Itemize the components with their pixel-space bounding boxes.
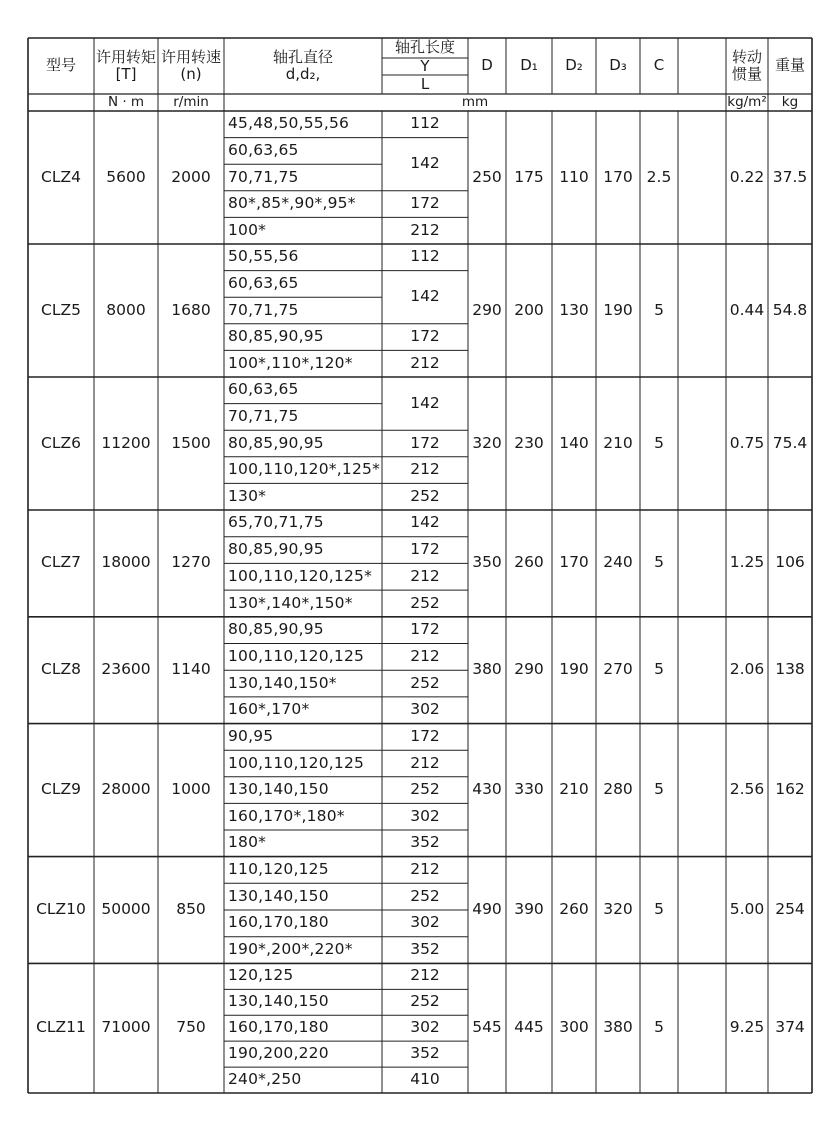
dim-D: 490 <box>472 900 502 919</box>
header-model: 型号 <box>45 56 76 75</box>
dim-C: 2.5 <box>646 167 672 186</box>
bore-diameters: 190*,200*,220* <box>228 940 353 959</box>
dim-D: 320 <box>472 433 502 452</box>
dim-D2: 130 <box>559 300 589 319</box>
rated-speed: 1500 <box>171 433 211 452</box>
model-name: CLZ5 <box>41 300 81 319</box>
rated-speed: 1000 <box>171 780 211 799</box>
bore-length: 252 <box>410 673 440 692</box>
bore-length: 172 <box>410 327 440 346</box>
unit-torque: N · m <box>107 93 145 110</box>
dim-D: 350 <box>472 553 502 572</box>
bore-diameters: 100,110,120*,125* <box>228 460 381 479</box>
bore-diameters: 90,95 <box>228 726 274 745</box>
moment-of-inertia: 2.56 <box>729 780 765 799</box>
header-inertia-label: 转动惯量 <box>732 47 763 83</box>
header-D: D <box>481 56 493 75</box>
dim-D3: 210 <box>603 433 633 452</box>
model-name: CLZ7 <box>41 553 81 572</box>
bore-diameters: 180* <box>228 833 267 852</box>
dim-D1: 390 <box>514 900 544 919</box>
header-length-L: L <box>420 74 430 93</box>
bore-length: 142 <box>410 287 440 306</box>
bore-length: 142 <box>410 154 440 173</box>
bore-diameters: 80*,85*,90*,95* <box>228 194 356 213</box>
header-bore-symbol: d,d₂, <box>285 65 321 83</box>
dim-D1: 260 <box>514 553 544 572</box>
bore-length: 352 <box>410 1044 440 1063</box>
dim-D: 545 <box>472 1018 502 1037</box>
bore-diameters: 160,170,180 <box>228 1018 329 1037</box>
bore-length: 112 <box>410 247 440 266</box>
header-D1: D₁ <box>520 56 538 75</box>
rated-speed: 750 <box>176 1018 206 1037</box>
dim-D1: 200 <box>514 300 544 319</box>
bore-length: 252 <box>410 886 440 905</box>
dim-C: 5 <box>654 300 664 319</box>
bore-length: 302 <box>410 913 440 932</box>
bore-diameters: 80,85,90,95 <box>228 540 324 559</box>
dim-D1: 290 <box>514 660 544 679</box>
unit-weight: kg <box>781 93 799 110</box>
dim-D2: 170 <box>559 553 589 572</box>
dim-D2: 140 <box>559 433 589 452</box>
model-name: CLZ10 <box>36 900 86 919</box>
header-torque-label: 许用转矩 <box>95 47 156 66</box>
bore-diameters: 120,125 <box>228 966 294 985</box>
bore-diameters: 160,170*,180* <box>228 806 345 825</box>
moment-of-inertia: 9.25 <box>729 1018 765 1037</box>
bore-length: 252 <box>410 992 440 1011</box>
header-speed <box>158 38 224 94</box>
rated-torque: 71000 <box>101 1018 151 1037</box>
dim-D2: 190 <box>559 660 589 679</box>
dim-D1: 230 <box>514 433 544 452</box>
bore-diameters: 80,85,90,95 <box>228 327 324 346</box>
model-name: CLZ4 <box>41 167 81 186</box>
dim-D2: 110 <box>559 167 589 186</box>
bore-length: 212 <box>410 966 440 985</box>
dim-D2: 260 <box>559 900 589 919</box>
rated-torque: 5600 <box>106 167 146 186</box>
bore-length: 410 <box>410 1070 440 1089</box>
rated-torque: 28000 <box>101 780 151 799</box>
dim-D1: 330 <box>514 780 544 799</box>
bore-length: 252 <box>410 780 440 799</box>
bore-length: 172 <box>410 433 440 452</box>
bore-length: 172 <box>410 620 440 639</box>
dim-D2: 210 <box>559 780 589 799</box>
rated-torque: 8000 <box>106 300 146 319</box>
weight: 254 <box>775 900 805 919</box>
bore-length: 212 <box>410 460 440 479</box>
header-C: C <box>653 56 665 75</box>
dim-D3: 240 <box>603 553 633 572</box>
weight: 75.4 <box>772 433 808 452</box>
coupling-spec-table <box>28 38 812 1093</box>
bore-length: 112 <box>410 114 440 133</box>
bore-length: 302 <box>410 1018 440 1037</box>
dim-D: 250 <box>472 167 502 186</box>
header-torque <box>94 38 158 94</box>
weight: 106 <box>775 553 805 572</box>
dim-D3: 380 <box>603 1018 633 1037</box>
bore-diameters: 100,110,120,125 <box>228 646 365 665</box>
dim-D1: 445 <box>514 1018 544 1037</box>
header-speed-symbol: (n) <box>180 65 202 83</box>
dim-C: 5 <box>654 1018 664 1037</box>
rated-torque: 50000 <box>101 900 151 919</box>
dim-C: 5 <box>654 780 664 799</box>
header-torque-symbol: [T] <box>115 65 137 83</box>
bore-diameters: 65,70,71,75 <box>228 513 324 532</box>
header-bore-diameter <box>224 38 382 94</box>
moment-of-inertia: 2.06 <box>729 660 765 679</box>
header-weight: 重量 <box>774 56 805 75</box>
rated-torque: 11200 <box>101 433 151 452</box>
bore-length: 172 <box>410 194 440 213</box>
dim-D1: 175 <box>514 167 544 186</box>
dim-D2: 300 <box>559 1018 589 1037</box>
weight: 54.8 <box>772 300 808 319</box>
dim-D3: 170 <box>603 167 633 186</box>
dim-C: 5 <box>654 900 664 919</box>
header-length-Y: Y <box>420 56 430 75</box>
dim-C: 5 <box>654 433 664 452</box>
bore-length: 302 <box>410 806 440 825</box>
moment-of-inertia: 5.00 <box>729 900 765 919</box>
bore-diameters: 130*,140*,150* <box>228 593 353 612</box>
moment-of-inertia: 1.25 <box>729 553 765 572</box>
unit-mm: mm <box>461 93 489 110</box>
model-name: CLZ9 <box>41 780 81 799</box>
dim-D: 380 <box>472 660 502 679</box>
bore-diameters: 60,63,65 <box>228 140 299 159</box>
dim-D3: 280 <box>603 780 633 799</box>
bore-length: 252 <box>410 593 440 612</box>
bore-length: 212 <box>410 220 440 239</box>
bore-length: 212 <box>410 860 440 879</box>
bore-diameters: 100*,110*,120* <box>228 353 353 372</box>
bore-length: 172 <box>410 726 440 745</box>
bore-length: 252 <box>410 486 440 505</box>
rated-torque: 23600 <box>101 660 151 679</box>
bore-diameters: 240*,250 <box>228 1070 302 1089</box>
dim-D3: 320 <box>603 900 633 919</box>
rated-speed: 1680 <box>171 300 211 319</box>
bore-diameters: 130,140,150 <box>228 992 329 1011</box>
header-bore-label: 轴孔直径 <box>272 47 333 66</box>
bore-diameters: 100,110,120,125 <box>228 753 365 772</box>
bore-diameters: 70,71,75 <box>228 167 299 186</box>
unit-inertia: kg/m² <box>727 93 767 110</box>
rated-torque: 18000 <box>101 553 151 572</box>
bore-length: 352 <box>410 833 440 852</box>
bore-diameters: 50,55,56 <box>228 247 299 266</box>
bore-diameters: 60,63,65 <box>228 273 299 292</box>
header-inertia <box>726 38 768 94</box>
bore-diameters: 130,140,150 <box>228 886 329 905</box>
dim-D: 290 <box>472 300 502 319</box>
weight: 37.5 <box>772 167 808 186</box>
weight: 374 <box>775 1018 805 1037</box>
rated-speed: 850 <box>176 900 206 919</box>
bore-diameters: 190,200,220 <box>228 1044 329 1063</box>
weight: 138 <box>775 660 805 679</box>
model-name: CLZ11 <box>36 1018 86 1037</box>
bore-diameters: 130,140,150* <box>228 673 337 692</box>
bore-length: 212 <box>410 646 440 665</box>
bore-length: 212 <box>410 753 440 772</box>
bore-diameters: 160,170,180 <box>228 913 329 932</box>
bore-length: 142 <box>410 513 440 532</box>
moment-of-inertia: 0.22 <box>729 167 765 186</box>
bore-diameters: 130,140,150 <box>228 780 329 799</box>
bore-diameters: 80,85,90,95 <box>228 433 324 452</box>
bore-length: 212 <box>410 353 440 372</box>
dim-D: 430 <box>472 780 502 799</box>
unit-speed: r/min <box>173 93 209 110</box>
bore-diameters: 130* <box>228 486 267 505</box>
bore-diameters: 70,71,75 <box>228 406 299 425</box>
bore-diameters: 60,63,65 <box>228 380 299 399</box>
dim-D3: 190 <box>603 300 633 319</box>
model-name: CLZ6 <box>41 433 81 452</box>
bore-length: 212 <box>410 566 440 585</box>
bore-length: 302 <box>410 700 440 719</box>
bore-diameters: 110,120,125 <box>228 860 329 879</box>
bore-length: 172 <box>410 540 440 559</box>
rated-speed: 2000 <box>171 167 211 186</box>
header-D2: D₂ <box>565 56 583 75</box>
model-name: CLZ8 <box>41 660 81 679</box>
weight: 162 <box>775 780 805 799</box>
bore-diameters: 100* <box>228 220 267 239</box>
moment-of-inertia: 0.44 <box>729 300 765 319</box>
bore-diameters: 70,71,75 <box>228 300 299 319</box>
bore-length: 352 <box>410 940 440 959</box>
header-speed-label: 许用转速 <box>160 47 221 66</box>
bore-diameters: 80,85,90,95 <box>228 620 324 639</box>
rated-speed: 1140 <box>171 660 211 679</box>
bore-diameters: 45,48,50,55,56 <box>228 114 350 133</box>
moment-of-inertia: 0.75 <box>729 433 765 452</box>
bore-diameters: 100,110,120,125* <box>228 566 373 585</box>
bore-length: 142 <box>410 393 440 412</box>
header-bore-length: 轴孔长度 <box>394 38 455 57</box>
header-D3: D₃ <box>609 56 627 75</box>
dim-C: 5 <box>654 553 664 572</box>
dim-D3: 270 <box>603 660 633 679</box>
dim-C: 5 <box>654 660 664 679</box>
rated-speed: 1270 <box>171 553 211 572</box>
bore-diameters: 160*,170* <box>228 700 310 719</box>
